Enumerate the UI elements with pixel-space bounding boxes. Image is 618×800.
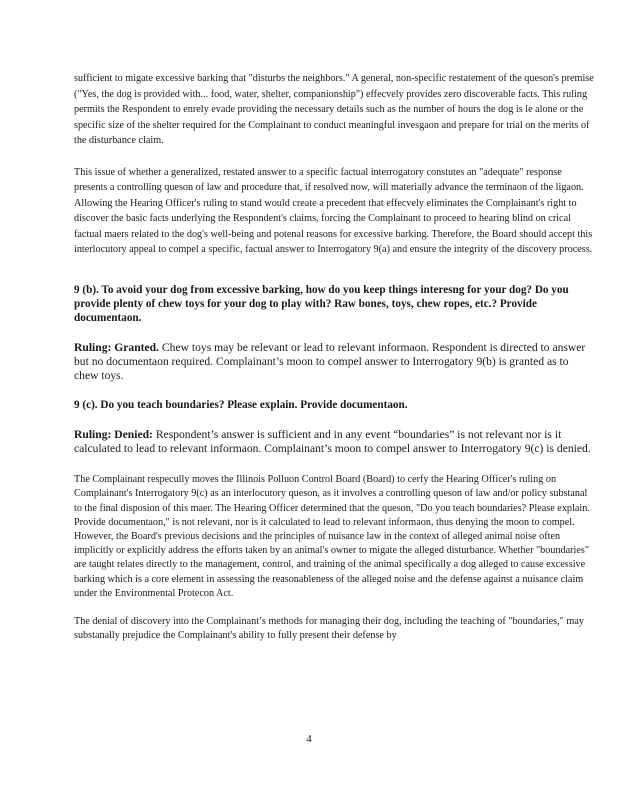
paragraph-barking-restatement: sufficient to migate excessive barking that "disturbs the neighbors." A general, non-specific restatement of the queson's premise ("Yes, the dog is provided with... food, water, shelter, companionship") effecvely provides zero discoverable facts. This ruling permits the Respondent to enrely evade providing the necessary details such as the number of hours the dog is le alone or the specific size of the shelter required for the Complainant to conduct meaningful invesgaon and prepare for trial on the merits of the disturbance claim. bbox=[74, 73, 594, 146]
ruling-9b bbox=[74, 341, 594, 384]
paragraph-certify-9c: The Complainant respecully moves the Illinois Polluon Control Board (Board) to cerfy the Hearing Officer's ruling on Complainant's Interrogatory 9(c) as an interlocutory queson, as it involves a controlling queson of law and/or policy substanal to the final disposion of this maer. The Hearing Officer determined that the queson, "Do you teach boundaries? Please explain. Provide documentaon," is not relevant, nor is it calculated to lead to relevant informaon, thus denying the moon to compel. However, the Board's previous decisions and the principles of nuisance law in the context of alleged animal noise often implicitly or explicitly address the efforts taken by an animal's owner to migate the alleged disturbance. Whether "boundaries" are taught relates directly to the management, control, and training of the animal specifically a dog alleged to cause excessive barking which is a core element in assessing the reasonableness of the alleged noise and the defense against a nuisance claim under the Environmental Protecon Act. bbox=[74, 474, 590, 599]
ruling-9b-label: Ruling: Granted. bbox=[74, 340, 160, 354]
ruling-9b-text: Chew toys may be relevant or lead to relevant informaon. Respondent is directed to answer but no documentaon required. Complainant’s moon to compel answer to Interrogatory 9(b) is granted as to chew toys. bbox=[74, 340, 586, 383]
ruling-9c-text: Respondent’s answer is sufficient and in any event “boundaries” is not relevant nor is it calculated to lead to relevant informaon. Complainant’s moon to compel answer to Interrogatory 9(c) is denied. bbox=[74, 427, 591, 455]
page-content bbox=[74, 71, 594, 643]
ruling-9c bbox=[74, 428, 594, 456]
ruling-9c-label: Ruling: Denied: bbox=[74, 427, 153, 441]
interrogatory-9c-question: 9 (c). Do you teach boundaries? Please explain. Provide documentaon. bbox=[74, 399, 408, 412]
paragraph-interlocutory-appeal-9a: This issue of whether a generalized, restated answer to a specific factual interrogatory constutes an "adequate" response presents a controlling queson of law and procedure that, if resolved now, will materially advance the terminaon of the ligaon. Allowing the Hearing Officer's ruling to stand would create a precedent that effecvely eliminates the Complainant's right to discover the basic facts underlying the Respondent's claims, forcing the Complainant to proceed to hearing blind on crical factual maers related to the dog's well-being and potenal reasons for excessive barking. Therefore, the Board should accept this interlocutory appeal to compel a specific, factual answer to Interrogatory 9(a) and ensure the integrity of the discovery process. bbox=[74, 166, 593, 255]
page-number: 4 bbox=[306, 733, 312, 745]
paragraph-denial-prejudice: The denial of discovery into the Complainant’s methods for managing their dog, including the teaching of "boundaries," may substanally prejudice the Complainant's ability to fully present their defense by bbox=[74, 615, 584, 642]
interrogatory-9b-question: 9 (b). To avoid your dog from excessive barking, how do you keep things interesng for your dog? Do you provide plenty of chew toys for your dog to play with? Raw bones, toys, chew ropes, etc.? Provide documentaon. bbox=[74, 283, 569, 325]
